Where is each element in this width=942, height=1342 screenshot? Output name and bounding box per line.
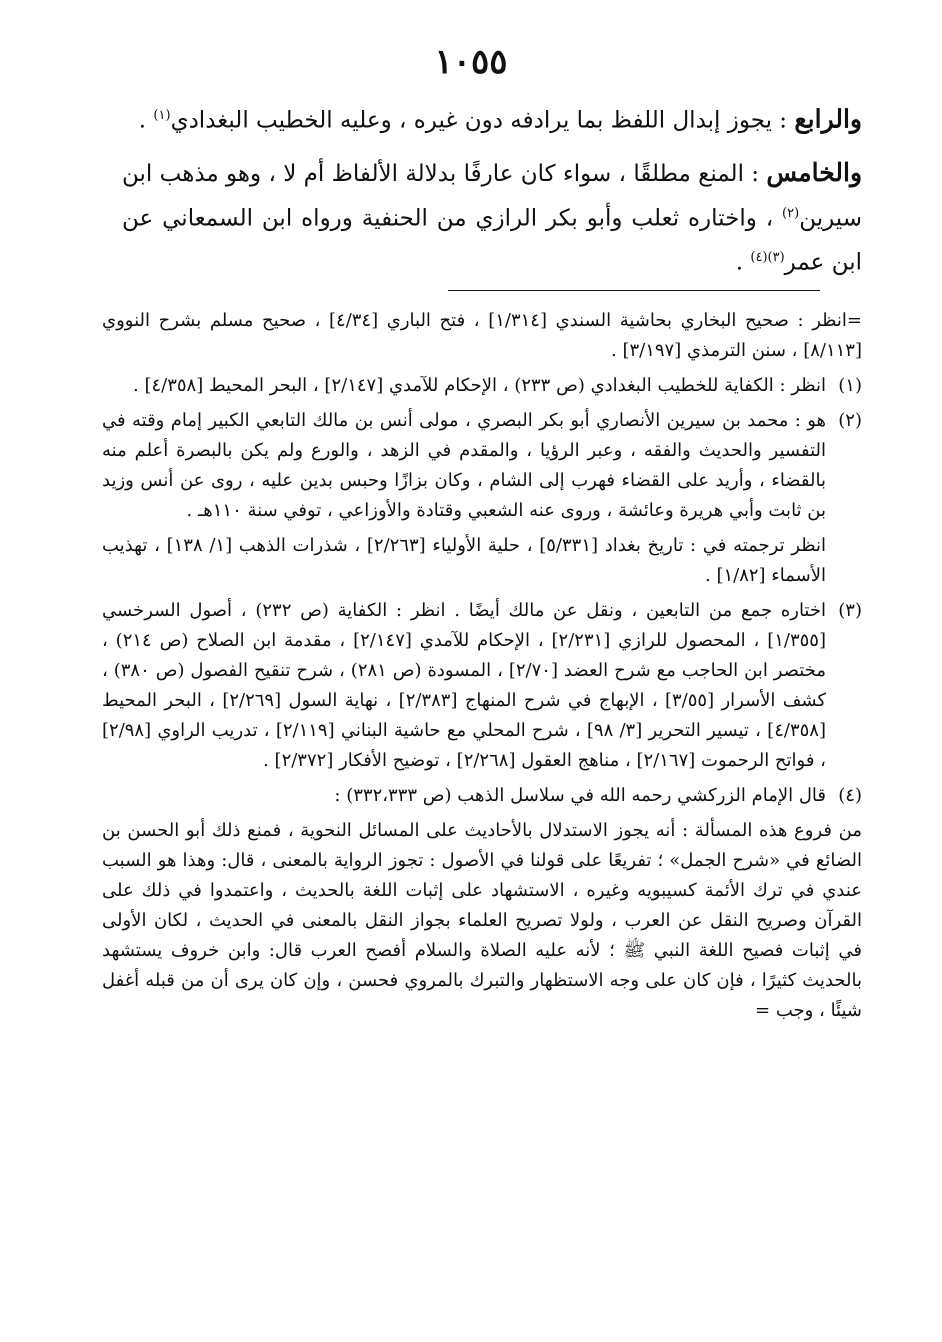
paragraph-fourth	[122, 96, 862, 141]
footnotes	[102, 306, 862, 1044]
footnote-2-sources: انظر ترجمته في : تاريخ بغداد [٥/٣٣١] ، حلية الأولياء [٢/٢٦٣] ، شذرات الذهب [١/ ١٣٨] ، تهذيب الأسماء [١/٨٢] .	[102, 535, 827, 586]
footnote-1-text: انظر : الكفاية للخطيب البغدادي (ص ٢٣٣) ، الإحكام للآمدي [٢/١٤٧] ، البحر المحيط [٤/٣٥٨] .	[133, 375, 826, 396]
footnote-4-number: (٤)	[838, 785, 862, 806]
footnote-4-text: من فروع هذه المسألة : أنه يجوز الاستدلال بالأحاديث على المسائل النحوية ، فمنع ذلك أبو الحسن بن الضائع في «شرح الجمل» ؛ تفريعًا على قولنا في الأصول : تجوز الرواية بالمعنى ، قال: وهذا هو السبب عندي في ترك الأئمة كسيبويه وغيره ، الاستشهاد على إثبات اللغة بالحديث ، واعتمدوا في ذلك على القرآن وصريح النقل عن العرب ، ولولا تصريح العلماء بجواز النقل بالمعنى في الحديث ، لكان الأولى في إثبات فصيح اللغة النبي ﷺ ؛ لأنه عليه الصلاة والسلام أفصح العرب قال: وابن خروف يستشهد بالحديث كثيرًا ، فإن كان على وجه الاستظهار والتبرك بالمروي فحسن ، وإن كان يرى أن من قبله أغفل شيئًا ، وجب =	[102, 820, 862, 1021]
main-text	[122, 96, 862, 295]
footnote-1-number: (١)	[838, 375, 862, 396]
footnote-2-number: (٢)	[838, 410, 862, 431]
footnote-4	[102, 781, 862, 811]
paragraph-fifth-text-a: : المنع مطلقًا ، سواء كان عارفًا بدلالة الألفاظ أم لا ، وهو مذهب ابن سيرين	[122, 160, 862, 232]
page-number: ١٠٥٥	[434, 42, 508, 82]
footnote-divider	[448, 290, 820, 291]
paragraph-fifth-text-b: ، واختاره ثعلب وأبو بكر الرازي من الحنفية ورواه ابن السمعاني عن ابن عمر	[122, 205, 862, 276]
footnote-2-text: هو : محمد بن سيرين الأنصاري أبو بكر البصري ، مولى أنس بن مالك التابعي الكبير إمام وقته في التفسير والحديث والفقه ، وعبر الرؤيا ، والمقدم في الزهد ، والورع ولم يكن بالبصرة أعلم منه بالقضاء ، وأريد على القضاء فهرب إلى الشام ، وكان بزازًا وحبس بدين عليه ، روى عن أنس وزيد بن ثابت وأبي هريرة وعائشة ، وروى عنه الشعبي وقتادة والأوزاعي ، توفي سنة ١١٠هـ .	[102, 410, 827, 521]
footnote-ref-3-4: (٣)(٤)	[750, 250, 785, 266]
footnote-ref-2: (٢)	[782, 205, 800, 221]
footnote-continuation: =انظر : صحيح البخاري بحاشية السندي [١/٣١٤] ، فتح الباري [٤/٣٤] ، صحيح مسلم بشرح النووي [٨/١١٣] ، سنن الترمذي [٣/١٩٧] .	[102, 310, 862, 361]
footnote-4-intro: قال الإمام الزركشي رحمه الله في سلاسل الذهب (ص ٣٣٢،٣٣٣) :	[334, 785, 826, 806]
paragraph-fifth-end: .	[735, 249, 751, 276]
footnote-2	[102, 406, 862, 591]
paragraph-fourth-end: .	[138, 107, 154, 134]
footnote-3-text: اختاره جمع من التابعين ، ونقل عن مالك أيضًا . انظر : الكفاية (ص ٢٣٢) ، أصول السرخسي [١/٣٥٥] ، المحصول للرازي [٢/٢٣١] ، الإحكام للآمدي [٢/١٤٧] ، مقدمة ابن الصلاح (ص ٢١٤) ، مختصر ابن الحاجب مع شرح العضد [٢/٧٠] ، المسودة (ص ٢٨١) ، شرح تنقيح الفصول (ص ٣٨٠) ، كشف الأسرار [٣/٥٥] ، الإبهاج في شرح المنهاج [٢/٣٨٣] ، نهاية السول [٢/٢٦٩] ، البحر المحيط [٤/٣٥٨] ، تيسير التحرير [٣/ ٩٨] ، شرح المحلي مع حاشية البناني [٢/١١٩] ، تدريب الراوي [٢/٩٨] ، فواتح الرحموت [٢/١٦٧] ، مناهج العقول [٢/٢٦٨] ، توضيح الأفكار [٢/٣٧٢] .	[102, 600, 827, 771]
footnote-ref-1: (١)	[153, 108, 171, 123]
footnote-1	[102, 371, 862, 401]
paragraph-fifth-lead: والخامس	[766, 157, 863, 187]
paragraph-fifth	[122, 153, 862, 283]
footnote-3-number: (٣)	[838, 600, 862, 621]
paragraph-fourth-text: : يجوز إبدال اللفظ بما يرادفه دون غيره ، وعليه الخطيب البغدادي	[170, 107, 788, 134]
footnote-3	[102, 596, 862, 776]
paragraph-fourth-lead: والرابع	[794, 104, 862, 134]
